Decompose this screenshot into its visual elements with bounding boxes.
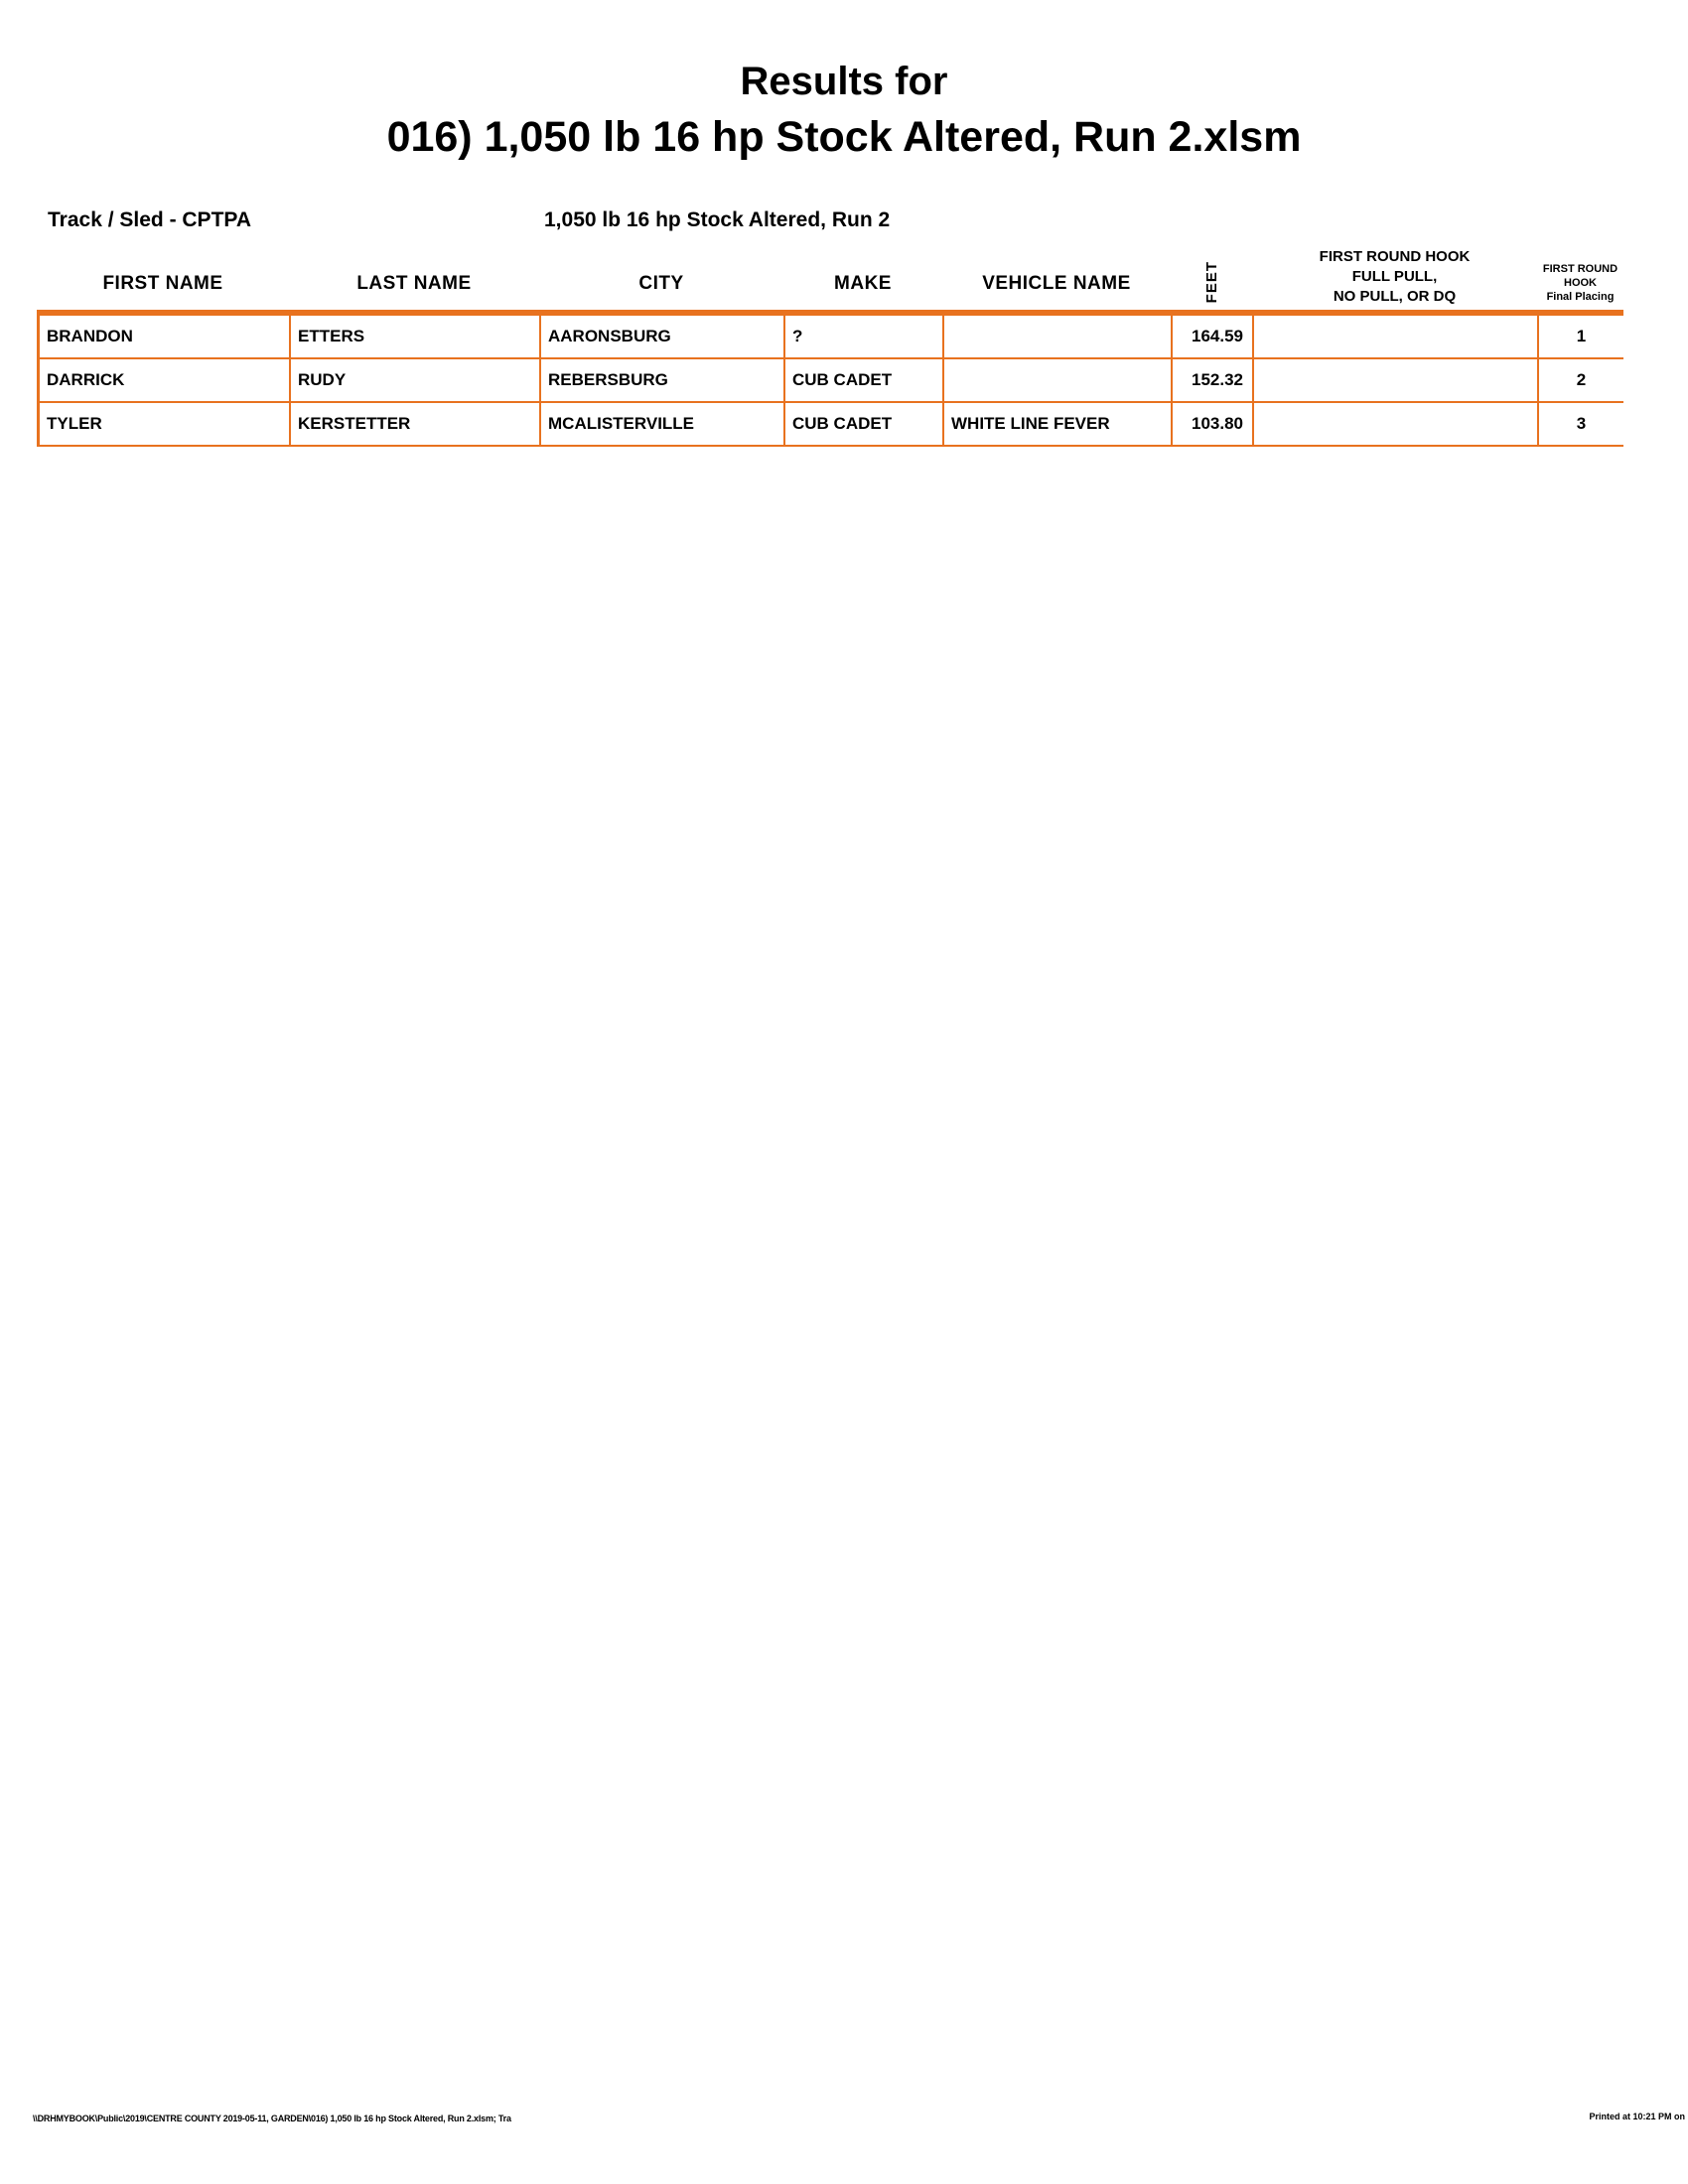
cell-final-placing: 3: [1537, 403, 1623, 445]
cell-vehicle-name: [942, 359, 1171, 401]
cell-first-name: BRANDON: [37, 316, 289, 357]
header-make: MAKE: [834, 273, 892, 294]
header-first-round-hook: [1252, 247, 1537, 307]
cell-first-name: DARRICK: [37, 359, 289, 401]
header-placing-line3: Final Placing: [1546, 291, 1615, 303]
cell-first-round-hook: [1252, 316, 1537, 357]
header-vehicle-name: VEHICLE NAME: [982, 273, 1131, 294]
cell-city: AARONSBURG: [539, 316, 783, 357]
header-final-placing: [1537, 262, 1623, 304]
header-hook-line3: NO PULL, OR DQ: [1333, 288, 1457, 305]
cell-final-placing: 1: [1537, 316, 1623, 357]
cell-last-name: ETTERS: [289, 316, 539, 357]
cell-first-round-hook: [1252, 403, 1537, 445]
table-header-row: [37, 236, 1623, 310]
table-row: [37, 359, 1623, 403]
cell-city: REBERSBURG: [539, 359, 783, 401]
cell-first-name: TYLER: [37, 403, 289, 445]
cell-last-name: RUDY: [289, 359, 539, 401]
table-row: [37, 316, 1623, 359]
cell-feet: 164.59: [1171, 316, 1252, 357]
footer-printed-at: Printed at 10:21 PM on: [1589, 2112, 1685, 2121]
header-placing-line1: FIRST ROUND: [1542, 263, 1618, 275]
cell-vehicle-name: WHITE LINE FEVER: [942, 403, 1171, 445]
cell-first-round-hook: [1252, 359, 1537, 401]
table-row: [37, 403, 1623, 447]
class-title: 1,050 lb 16 hp Stock Altered, Run 2: [544, 208, 891, 231]
results-table: [37, 310, 1623, 447]
header-last-name: LAST NAME: [356, 273, 472, 294]
header-city: CITY: [638, 273, 684, 294]
cell-make: CUB CADET: [783, 403, 942, 445]
header-first-name: FIRST NAME: [102, 273, 223, 294]
page-title-line2: 016) 1,050 lb 16 hp Stock Altered, Run 2.xlsm: [386, 113, 1302, 161]
cell-city: MCALISTERVILLE: [539, 403, 783, 445]
footer-file-path: \\DRHMYBOOK\Public\2019\CENTRE COUNTY 2019-05-11, GARDEN\016) 1,050 lb 16 hp Stock Altered, Run 2.xlsm; Tra: [33, 2114, 511, 2123]
page-title-line1: Results for: [740, 60, 948, 103]
header-hook-line1: FIRST ROUND HOOK: [1319, 248, 1471, 265]
cell-vehicle-name: [942, 316, 1171, 357]
cell-final-placing: 2: [1537, 359, 1623, 401]
track-sled-label: Track / Sled - CPTPA: [48, 208, 252, 231]
header-placing-line2: HOOK: [1564, 277, 1597, 289]
cell-make: CUB CADET: [783, 359, 942, 401]
header-hook-line2: FULL PULL,: [1351, 268, 1438, 285]
cell-last-name: KERSTETTER: [289, 403, 539, 445]
header-feet-label: FEET: [1202, 260, 1220, 303]
header-feet: [1171, 261, 1252, 310]
cell-feet: 152.32: [1171, 359, 1252, 401]
cell-make: ?: [783, 316, 942, 357]
cell-feet: 103.80: [1171, 403, 1252, 445]
